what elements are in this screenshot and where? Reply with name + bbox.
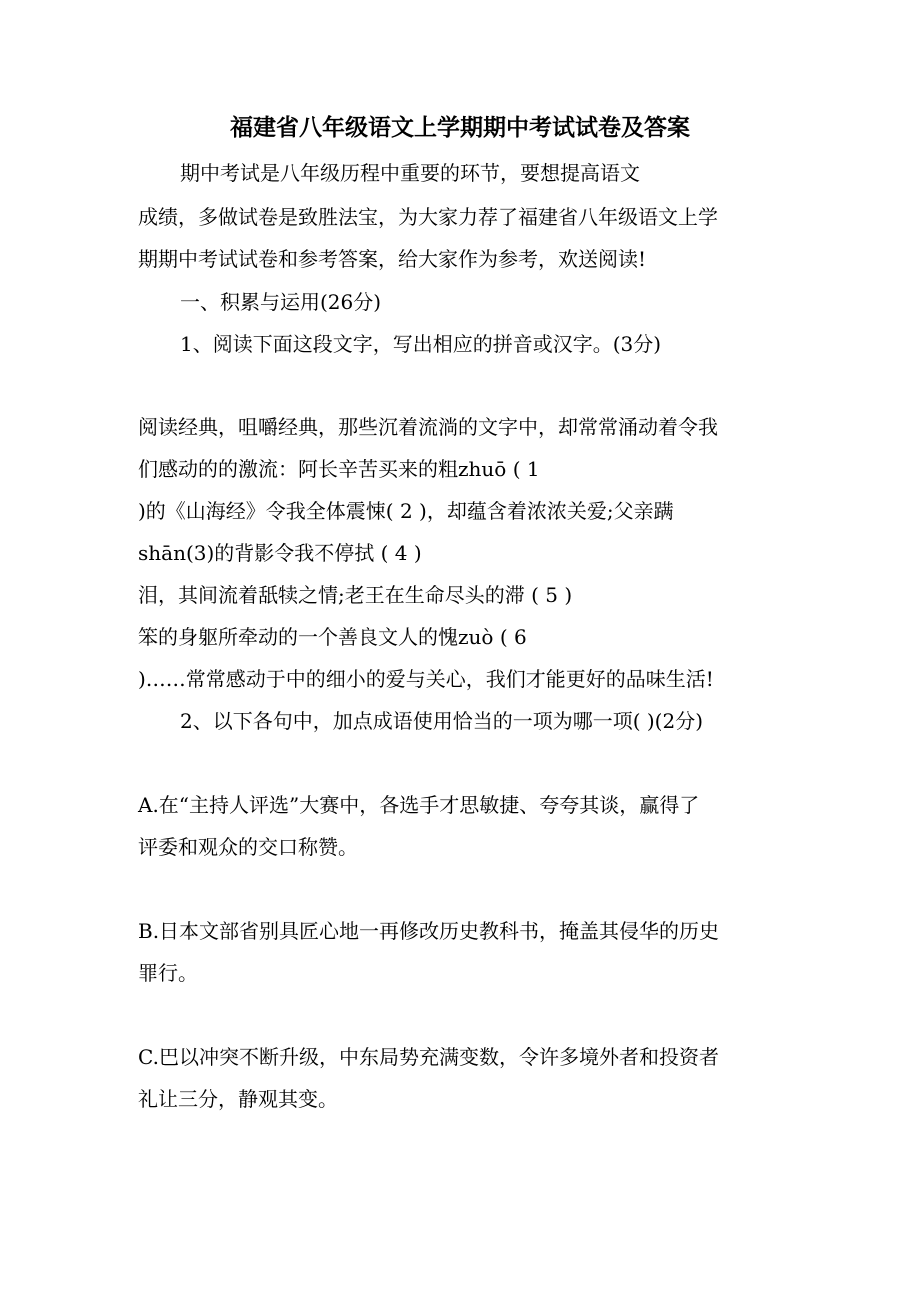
option-b-line-2: 罪行。 bbox=[138, 961, 198, 985]
passage-line-6: 笨的身躯所牵动的一个善良文人的愧zuò ( 6 bbox=[138, 625, 527, 649]
passage-line-3: )的《山海经》令我全体震悚( 2 )，却蕴含着浓浓关爱;父亲蹒 bbox=[138, 499, 674, 523]
passage-line-7: )……常常感动于中的细小的爱与关心，我们才能更好的品味生活! bbox=[138, 667, 714, 691]
document-title: 福建省八年级语文上学期期中考试试卷及答案 bbox=[230, 114, 690, 141]
passage-line-5: 泪，其间流着舐犊之情;老王在生命尽头的滞 ( 5 ) bbox=[138, 583, 573, 607]
passage-line-2: 们感动的的激流：阿长辛苦买来的粗zhuō ( 1 bbox=[138, 457, 540, 481]
question-2-prompt: 2、以下各句中，加点成语使用恰当的一项为哪一项( )(2分) bbox=[180, 709, 704, 733]
option-c-line-1: C.巴以冲突不断升级，中东局势充满变数，令许多境外者和投资者 bbox=[138, 1045, 719, 1069]
intro-line-3: 期期中考试试卷和参考答案，给大家作为参考，欢送阅读! bbox=[138, 247, 647, 271]
section-heading: 一、积累与运用(26分) bbox=[180, 290, 382, 314]
option-b-line-1: B.日本文部省别具匠心地一再修改历史教科书，掩盖其侵华的历史 bbox=[138, 919, 720, 943]
intro-line-2: 成绩，多做试卷是致胜法宝，为大家力荐了福建省八年级语文上学 bbox=[138, 205, 718, 229]
option-c-line-2: 礼让三分，静观其变。 bbox=[138, 1087, 338, 1111]
question-1-prompt: 1、阅读下面这段文字，写出相应的拼音或汉字。(3分) bbox=[180, 332, 662, 356]
intro-line-1: 期中考试是八年级历程中重要的环节，要想提高语文 bbox=[180, 161, 640, 185]
option-a-line-1: A.在“主持人评选”大赛中，各选手才思敏捷、夸夸其谈，赢得了 bbox=[138, 793, 700, 817]
passage-line-1: 阅读经典，咀嚼经典，那些沉着流淌的文字中，却常常涌动着令我 bbox=[138, 415, 718, 439]
option-a-line-2: 评委和观众的交口称赞。 bbox=[138, 835, 358, 859]
passage-line-4: shān(3)的背影令我不停拭 ( 4 ) bbox=[138, 541, 422, 565]
